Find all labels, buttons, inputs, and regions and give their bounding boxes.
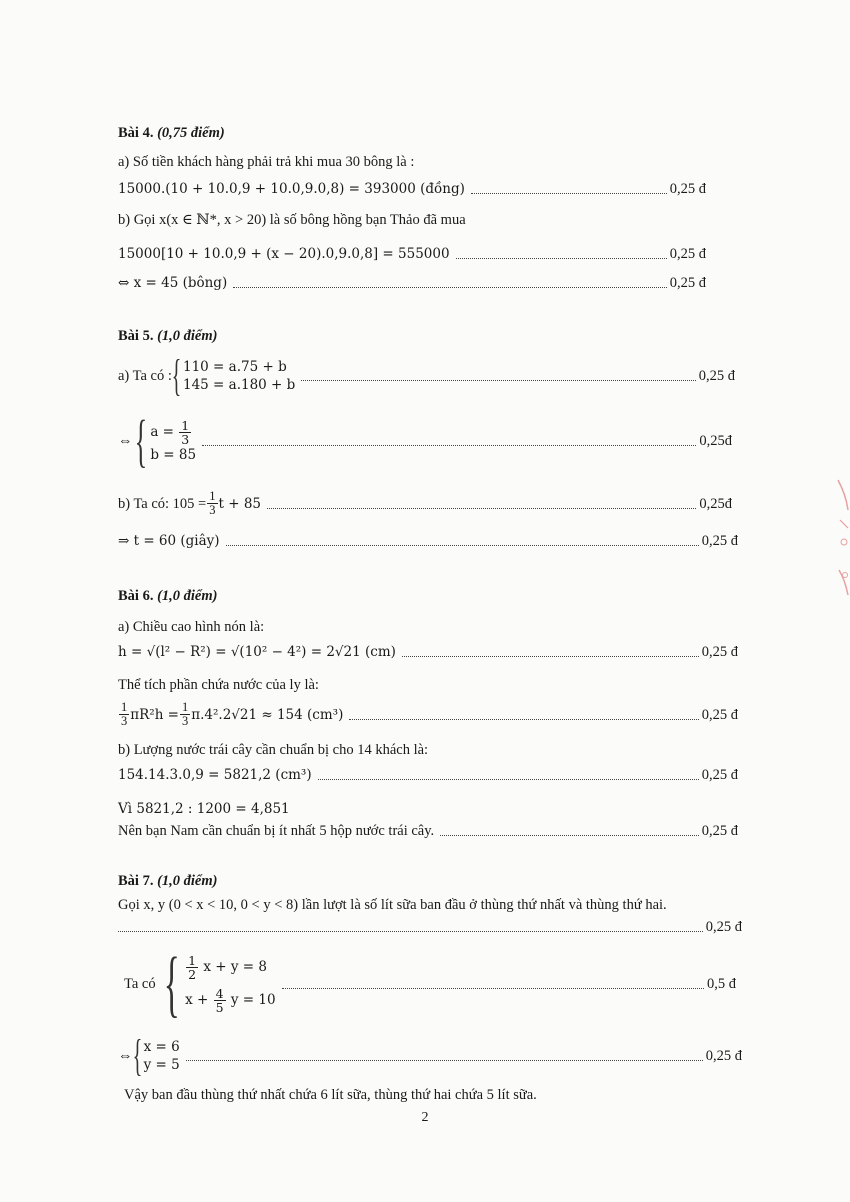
bai5-points: (1,0 điểm) [157, 328, 218, 344]
bai5-a-system [171, 351, 296, 400]
bai7-intro: Gọi x, y (0 < x < 10, 0 < y < 8) lần lượt là số lít sữa ban đầu ở thùng thứ nhất và thùng thứ hai. [118, 897, 667, 913]
bai6-points: (1,0 điểm) [157, 588, 218, 604]
bai5-sol-prefix: ⇔ [118, 433, 133, 449]
fraction [186, 954, 198, 981]
bai5-sol-score: 0,25đ [699, 433, 732, 449]
bai7-conclude: Vậy ban đầu thùng thứ nhất chứa 6 lít sữa, thùng thứ hai chứa 5 lít sữa. [124, 1087, 537, 1103]
dot-leader [440, 834, 699, 836]
bai5-a-score: 0,25 đ [698, 368, 735, 384]
bai4-b-text: b) Gọi x(x ∈ ℕ*, x > 20) là số bông hồng bạn Thảo đã mua [118, 212, 466, 228]
dot-leader [267, 507, 696, 509]
bai5-a-eq2: 145 = a.180 + b [183, 377, 296, 393]
bai5-c-calc: ⇒ t = 60 (giây) [118, 533, 220, 549]
fraction-numerator: 1 [182, 700, 189, 714]
fraction [180, 701, 190, 728]
bai7-sol-score: 0,25 đ [705, 1048, 742, 1064]
bai7-eq1 [185, 954, 275, 981]
bai7-system-row [124, 945, 736, 1023]
bai5-sol-system [133, 408, 197, 473]
fraction-numerator: 4 [215, 986, 224, 1001]
bai6-v-row [118, 701, 738, 728]
bai7-title: Bài 7. [118, 873, 154, 889]
bai5-a-label: a) Ta có : [118, 368, 172, 384]
fraction-denominator: 3 [209, 503, 216, 517]
bai7-system [160, 943, 276, 1025]
bai6-conclude-row [118, 822, 738, 840]
bai6-h-row [118, 643, 738, 661]
bai7-intro-row [118, 918, 742, 936]
fraction-denominator: 5 [215, 1000, 224, 1015]
bai5-sol-b: b = 85 [150, 446, 197, 463]
fraction [119, 701, 129, 728]
bai6-v-score: 0,25 đ [701, 706, 738, 723]
bai6-b-row [118, 766, 738, 784]
bai7-sys-score: 0,5 đ [707, 976, 736, 992]
page-number: 2 [421, 1110, 429, 1125]
bai6-b-text: b) Lượng nước trái cây cần chuẩn bị cho 14 khách là: [118, 742, 429, 758]
bai6-v-mid: πR²h = [130, 706, 179, 723]
bai7-eq2-pre: x + [185, 992, 209, 1008]
bai6-a-text: a) Chiều cao hình nón là: [118, 619, 265, 635]
bai5-c-score: 0,25 đ [701, 533, 738, 549]
dot-leader [202, 444, 696, 446]
bai7-eq2 [185, 987, 275, 1014]
bai6-v-text: Thể tích phần chứa nước của ly là: [118, 677, 319, 693]
bai4-a-text: a) Số tiền khách hàng phải trả khi mua 30 bông là : [118, 154, 415, 170]
fraction [179, 419, 191, 446]
dot-leader [471, 192, 667, 194]
dot-leader [402, 655, 699, 657]
brace-icon: { [132, 1031, 142, 1080]
bai4-b-score: 0,25 đ [669, 246, 706, 262]
bai7-sol-prefix: ⇔ [118, 1048, 133, 1064]
bai6-h-score: 0,25 đ [701, 644, 738, 660]
bai4-b-row [118, 245, 706, 263]
bai7-eq1-rest: x + y = 8 [203, 959, 267, 975]
bai4-a-row [118, 180, 706, 198]
bai5-heading [118, 327, 217, 345]
dot-leader [456, 257, 667, 259]
bai7-sol-row [118, 1031, 742, 1080]
bai7-sol-x: x = 6 [143, 1039, 180, 1055]
fraction-numerator: 1 [181, 417, 190, 433]
bai6-conclude-score: 0,25 đ [701, 823, 738, 839]
brace-icon: { [171, 351, 182, 400]
bai5-b-score: 0,25đ [699, 495, 732, 512]
dot-leader [233, 286, 667, 288]
stamp-fragment-icon [836, 470, 850, 620]
bai6-b-score: 0,25 đ [701, 767, 738, 783]
bai4-a-calc: 15000.(10 + 10.0,9 + 10.0,9.0,8) = 393000 (đồng) [118, 181, 465, 197]
brace-icon: { [134, 408, 147, 473]
bai4-c-score: 0,25 đ [669, 275, 706, 291]
bai5-a-row [118, 351, 735, 400]
bai4-c-row [118, 274, 706, 292]
bai7-eq2-rest: y = 10 [230, 992, 276, 1008]
bai5-c-row [118, 532, 738, 550]
dot-leader [349, 718, 698, 720]
bai7-sol-system [132, 1031, 180, 1080]
fraction [214, 987, 226, 1014]
dot-leader [118, 930, 703, 932]
bai5-sol-row [118, 408, 732, 473]
fraction-numerator: 1 [188, 953, 197, 968]
bai6-conclude: Nên bạn Nam cần chuẩn bị ít nhất 5 hộp nước trái cây. [118, 823, 435, 839]
bai4-c-calc: ⇔ x = 45 (bông) [118, 275, 228, 291]
bai5-title: Bài 5. [118, 328, 154, 344]
fraction-numerator: 1 [121, 700, 128, 714]
bai7-heading [118, 872, 217, 890]
bai5-b-label: b) Ta có: 105 = [118, 495, 207, 512]
dot-leader [186, 1059, 703, 1061]
bai6-vi-calc: Vì 5821,2 : 1200 = 4,851 [118, 801, 290, 817]
brace-icon: { [163, 943, 180, 1025]
bai7-taco: Ta có [124, 976, 156, 992]
bai7-intro-score: 0,25 đ [705, 919, 742, 935]
dot-leader [226, 544, 699, 546]
bai5-b-row [118, 490, 732, 517]
bai5-sol-a [150, 419, 196, 446]
dot-leader [282, 987, 704, 989]
bai4-a-score: 0,25 đ [669, 181, 706, 197]
bai7-sol-y: y = 5 [143, 1057, 180, 1073]
bai6-heading [118, 587, 217, 605]
fraction [207, 490, 217, 517]
fraction-denominator: 3 [121, 714, 128, 728]
fraction-denominator: 3 [182, 714, 189, 728]
bai6-title: Bài 6. [118, 588, 154, 604]
fraction-denominator: 3 [181, 431, 190, 447]
bai7-points: (1,0 điểm) [157, 873, 218, 889]
bai4-title: Bài 4. [118, 125, 154, 141]
bai6-v-rest: π.4².2√21 ≈ 154 (cm³) [191, 706, 344, 723]
bai6-h-calc: h = √(l² − R²) = √(10² − 4²) = 2√21 (cm) [118, 644, 396, 660]
bai4-b-calc: 15000[10 + 10.0,9 + (x − 20).0,9.0,8] = 555000 [118, 246, 450, 262]
fraction-denominator: 2 [188, 967, 197, 982]
bai5-a-eq1: 110 = a.75 + b [183, 359, 287, 375]
bai4-heading [118, 124, 225, 142]
bai4-points: (0,75 điểm) [157, 125, 225, 141]
dot-leader [318, 778, 699, 780]
bai5-sol-a-label: a = [150, 423, 174, 440]
fraction-numerator: 1 [209, 489, 216, 503]
dot-leader [301, 379, 695, 381]
bai6-b-calc: 154.14.3.0,9 = 5821,2 (cm³) [118, 767, 312, 783]
bai5-b-rest: t + 85 [218, 495, 261, 512]
